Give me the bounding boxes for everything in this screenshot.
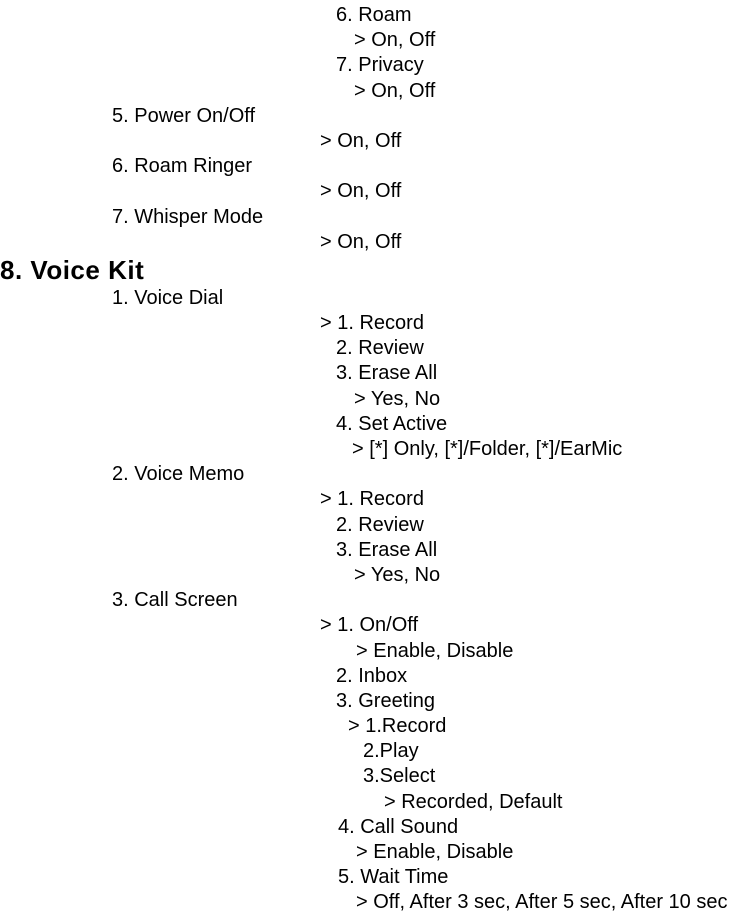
menu-tree-line: > On, Off [354,29,436,52]
menu-tree-line: > Yes, No [354,387,441,410]
menu-tree-line: 6. Roam [336,4,412,26]
menu-tree-line: 4. Call Sound [338,815,459,838]
menu-tree-line: > On, Off [320,230,402,253]
menu-tree-line: > Recorded, Default [384,790,563,813]
menu-tree-line: 2.Play [363,740,419,763]
menu-tree-line: 3. Call Screen [112,589,238,612]
menu-tree-line: 2. Voice Memo [112,463,245,486]
menu-tree-line: 2. Review [336,337,424,360]
menu-tree-line: 7. Privacy [336,54,424,77]
menu-tree-line: 3. Greeting [336,689,435,712]
menu-tree-line: > On, Off [354,79,436,102]
menu-tree-line: > On, Off [320,129,402,152]
menu-tree-line: > 1. Record [320,312,424,335]
menu-tree-line: > 1. On/Off [320,614,419,637]
menu-tree-line: 5. Wait Time [338,866,449,889]
menu-tree-line: 1. Voice Dial [112,286,224,309]
menu-tree-line: > Enable, Disable [356,841,514,863]
menu-tree-line: > Off, After 3 sec, After 5 sec, After 10 sec [356,891,728,914]
menu-tree-line: 5. Power On/Off [112,104,256,127]
menu-tree-line: 3. Erase All [336,538,438,561]
menu-tree-line: 3.Select [363,765,436,788]
menu-tree-line: 3. Erase All [336,362,438,385]
menu-tree-line: 2. Inbox [336,664,408,687]
menu-tree-line: > Yes, No [354,563,441,586]
menu-tree-line: 2. Review [336,513,424,536]
section-heading: 8. Voice Kit [0,254,145,285]
menu-tree-line: 7. Whisper Mode [112,205,264,228]
menu-tree-line: > 1. Record [320,488,424,511]
menu-tree-line: 4. Set Active [336,412,448,435]
menu-tree-line: > On, Off [320,180,402,203]
menu-tree-line: 6. Roam Ringer [112,155,253,178]
menu-tree-line: > [*] Only, [*]/Folder, [*]/EarMic [352,438,623,460]
menu-tree-line: > 1.Record [348,715,447,738]
menu-tree-line: > Enable, Disable [356,639,514,662]
